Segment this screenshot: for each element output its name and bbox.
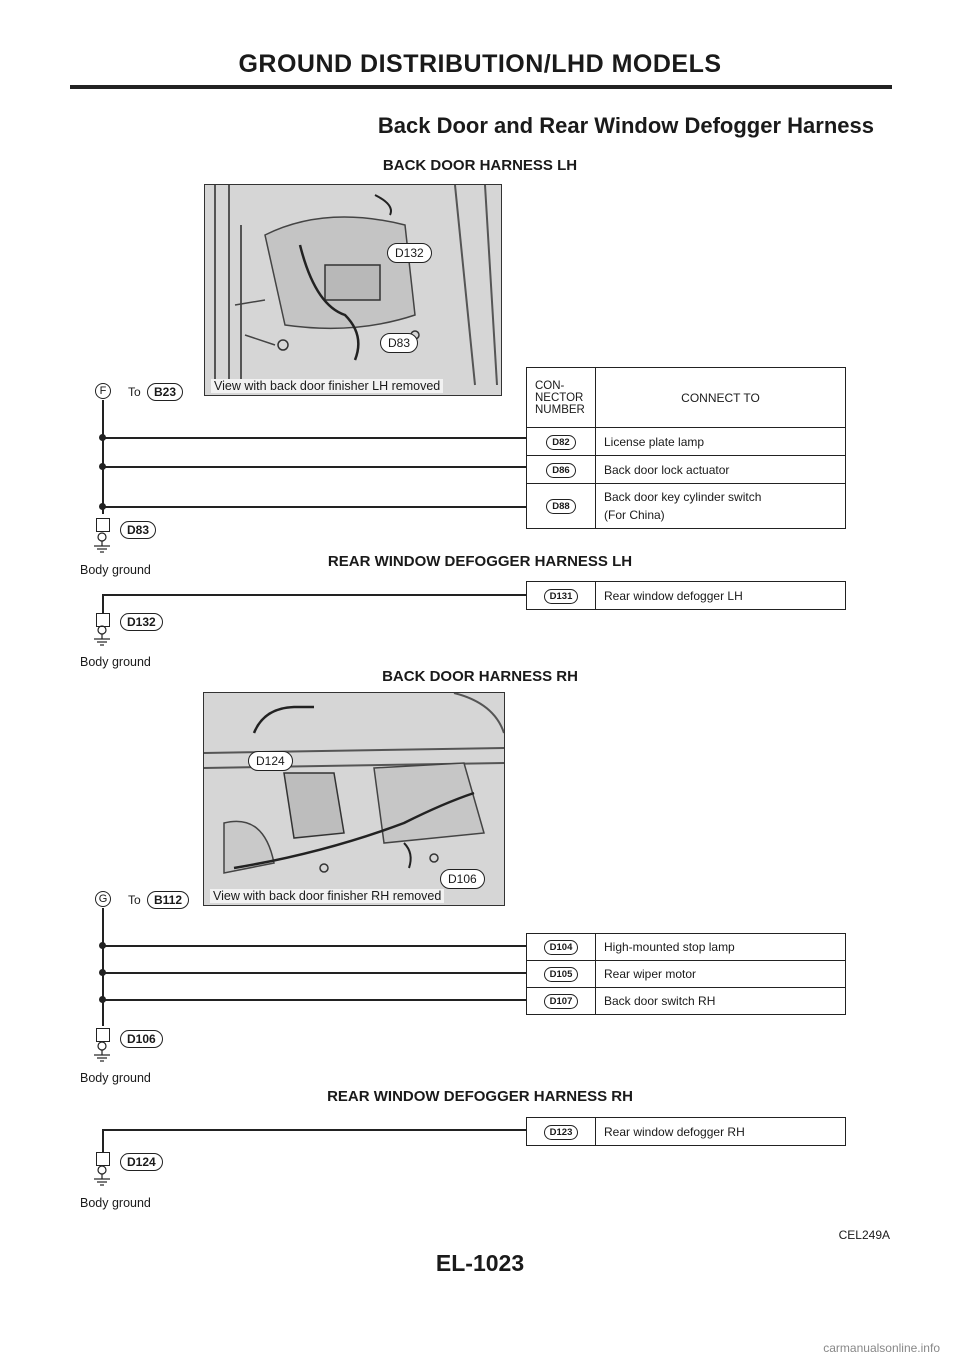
table-row [527,988,846,1015]
ground-connector-square [96,1152,110,1166]
row-desc: Back door switch RH [596,988,846,1015]
connector-badge-d86: D86 [546,463,575,478]
connector-table-lh-defogger [526,581,846,610]
ground-connector-d83: D83 [120,521,156,539]
section-title-lh-defogger: REAR WINDOW DEFOGGER HARNESS LH [327,553,633,570]
photo-caption-lh: View with back door finisher LH removed [211,379,443,393]
connector-letter-g: G [95,891,111,907]
row-desc: Back door key cylinder switch (For China) [596,484,846,529]
row-desc: Rear wiper motor [596,961,846,988]
junction-dot [99,942,106,949]
page-number: EL-1023 [435,1250,525,1276]
callout-d106: D106 [440,869,485,889]
ground-symbol-icon [94,625,114,647]
vertical-wire-lh-defogger [102,594,104,614]
ground-label: Body ground [80,563,151,577]
section-title-rh-defogger: REAR WINDOW DEFOGGER HARNESS RH [327,1088,633,1105]
connector-table-lh [526,367,846,529]
ground-label: Body ground [80,655,151,669]
junction-dot [99,434,106,441]
wire-d107 [104,999,526,1001]
callout-d83: D83 [380,333,418,353]
connector-badge-d82: D82 [546,435,575,450]
to-connector-b23: B23 [147,383,183,401]
figure-code: CEL249A [838,1228,890,1242]
row-desc: High-mounted stop lamp [596,934,846,961]
table-row [527,961,846,988]
wire-d131 [102,594,526,596]
to-label-lh: To [128,385,141,399]
connector-badge-d88: D88 [546,499,575,514]
wire-d86 [104,466,526,468]
vertical-wire-rh-defogger [102,1129,104,1153]
junction-dot [99,503,106,510]
wire-d82 [104,437,526,439]
connector-badge-d131: D131 [544,589,579,604]
ground-connector-d124: D124 [120,1153,163,1171]
section-title-lh-back-door: BACK DOOR HARNESS LH [382,157,578,174]
ground-label: Body ground [80,1196,151,1210]
ground-label: Body ground [80,1071,151,1085]
connector-badge-d107: D107 [544,994,579,1009]
watermark: carmanualsonline.info [823,1341,940,1355]
wire-d88 [104,506,526,508]
photo-back-door-lh [204,184,502,396]
connector-table-rh-defogger [526,1117,846,1146]
table-row [527,456,846,484]
vertical-wire-lh [102,400,104,514]
junction-dot [99,996,106,1003]
back-door-lh-illustration [205,185,501,395]
connector-badge-d105: D105 [544,967,579,982]
to-connector-b112: B112 [147,891,189,909]
wire-d123 [102,1129,526,1131]
junction-dot [99,463,106,470]
table-header-connect-to: CONNECT TO [596,368,846,428]
callout-d132: D132 [387,243,432,263]
row-desc: License plate lamp [596,428,846,456]
to-label-rh: To [128,893,141,907]
row-desc: Rear window defogger RH [596,1118,846,1146]
connector-badge-d104: D104 [544,940,579,955]
photo-caption-rh: View with back door finisher RH removed [210,889,444,903]
connector-table-rh [526,933,846,1015]
callout-d124: D124 [248,751,293,771]
table-row [527,1118,846,1146]
ground-connector-square [96,518,110,532]
page-title: Back Door and Rear Window Defogger Harness [377,113,874,138]
photo-back-door-rh [203,692,505,906]
table-row [527,934,846,961]
ground-symbol-icon [94,1041,114,1063]
ground-connector-d106: D106 [120,1030,163,1048]
table-row [527,484,846,529]
junction-dot [99,969,106,976]
section-title-rh-back-door: BACK DOOR HARNESS RH [382,668,578,685]
table-header-connector-number: CON- NECTOR NUMBER [527,368,596,428]
wire-d105 [104,972,526,974]
ground-symbol-icon [94,1165,114,1187]
header-rule [70,85,892,89]
table-row [527,428,846,456]
ground-connector-d132: D132 [120,613,163,631]
ground-symbol-icon [94,532,114,554]
ground-connector-square [96,1028,110,1042]
vertical-wire-rh [102,908,104,1026]
row-desc: Back door lock actuator [596,456,846,484]
connector-letter-f: F [95,383,111,399]
row-desc: Rear window defogger LH [596,582,846,610]
connector-badge-d123: D123 [544,1125,579,1140]
wire-d104 [104,945,526,947]
table-row [527,582,846,610]
section-header: GROUND DISTRIBUTION/LHD MODELS [238,50,722,78]
